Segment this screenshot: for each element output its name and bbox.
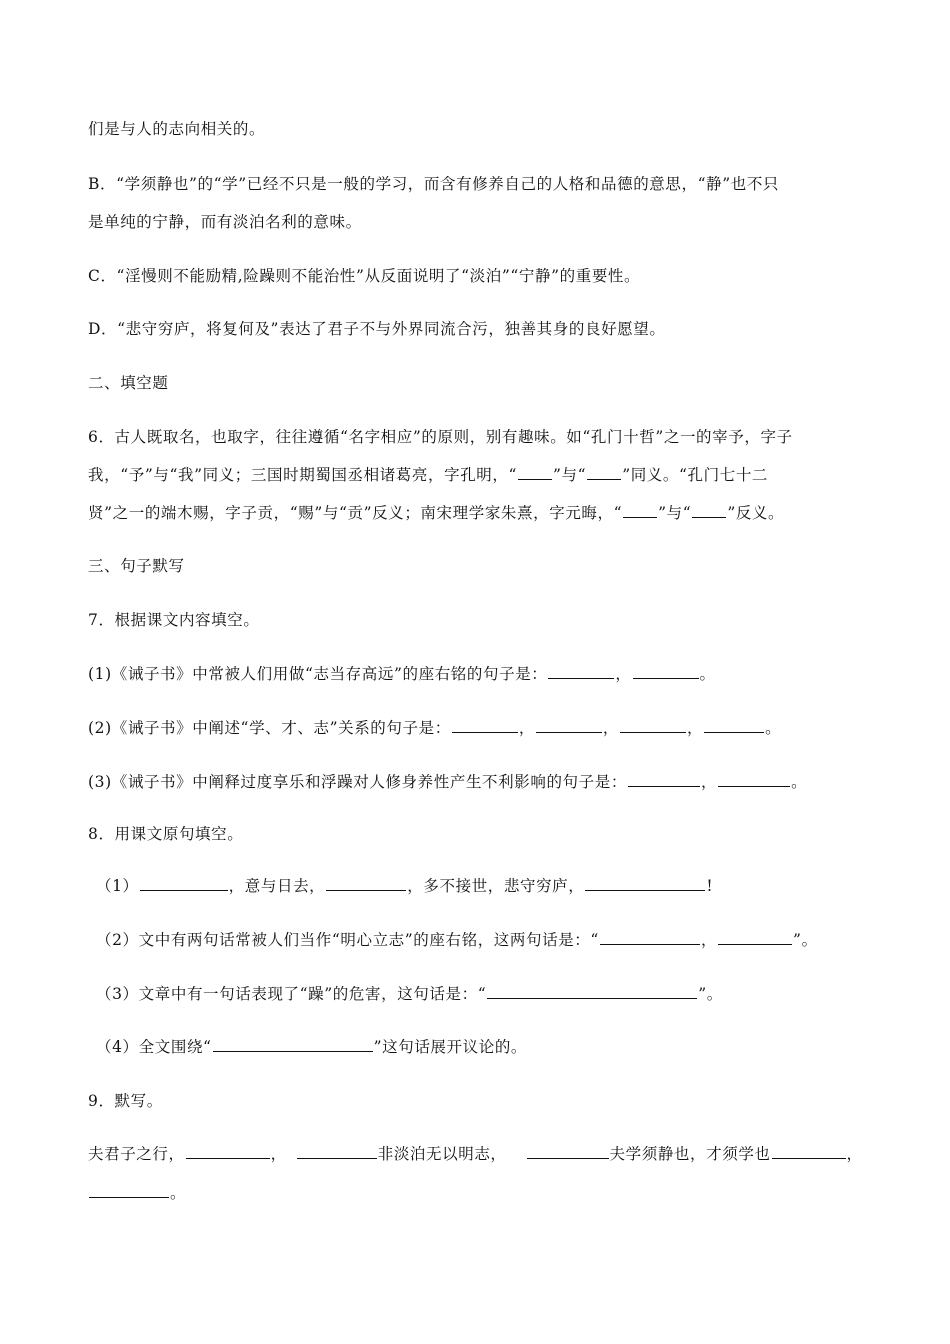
section-heading-recitation: 三、句子默写 [88,557,185,575]
question-8-stem: 8．用课文原句填空。 [88,825,244,843]
answer-blank[interactable] [548,664,614,679]
answer-blank[interactable] [452,718,518,733]
answer-blank[interactable] [297,1144,377,1159]
option-c: C．“淫慢则不能励精,险躁则不能治性”从反面说明了“淡泊”“宁静”的重要性。 [88,267,641,285]
answer-blank[interactable] [628,772,700,787]
answer-blank[interactable] [487,984,697,999]
question-8-part-3: （3）文章中有一句话表现了“躁”的危害，这句话是：“ ”。 [96,985,723,1003]
question-8-part-2: （2）文中有两句话常被人们当作“明心立志”的座右铭，这两句话是：“ ， ”。 [96,931,818,949]
question-6-line-2: 我，“予”与“我”同义；三国时期蜀国丞相诸葛亮，字孔明，“ ”与“ ”同义。“孔门七十二 [88,466,769,484]
question-7-part-3: (3)《诫子书》中阐释过度享乐和浮躁对人修身养性产生不利影响的句子是： ， 。 [88,773,808,791]
question-7-stem: 7．根据课文内容填空。 [88,611,260,629]
answer-blank[interactable] [718,772,790,787]
answer-blank[interactable] [585,876,705,891]
question-6-line-1: 6．古人既取名，也取字，往往遵循“名字相应”的原则，别有趣味。如“孔门十哲”之一的宰予，字子 [88,428,793,446]
question-7-part-2: (2)《诫子书》中阐述“学、才、志”关系的句子是： ， ， ， 。 [88,719,782,737]
answer-blank[interactable] [527,1144,609,1159]
answer-blank[interactable] [518,465,552,480]
answer-blank[interactable] [772,1144,846,1159]
answer-blank[interactable] [140,876,228,891]
answer-blank[interactable] [704,718,764,733]
question-9-line-2: 。 [88,1182,186,1204]
option-b-line-1: B．“学须静也”的“学”已经不只是一般的学习，而含有修养自己的人格和品德的意思，“静”也不只 [88,175,780,193]
answer-blank[interactable] [600,930,700,945]
question-6-line-3: 贤”之一的端木赐，字子贡，“赐”与“贡”反义；南宋理学家朱熹，字元晦，“ ”与“ ”反义。 [88,504,785,522]
question-8-part-4: （4）全文围绕“ ”这句话展开议论的。 [96,1038,528,1056]
answer-blank[interactable] [326,876,406,891]
answer-blank[interactable] [633,664,699,679]
answer-blank[interactable] [587,465,621,480]
question-9-line-1: 夫君子之行， ， 非淡泊无以明志， 夫学须静也，才须学也 ， [88,1145,863,1163]
answer-blank[interactable] [623,503,657,518]
option-d: D．“悲守穷庐，将复何及”表达了君子不与外界同流合污，独善其身的良好愿望。 [88,320,666,338]
answer-blank[interactable] [536,718,602,733]
question-7-part-1: (1)《诫子书》中常被人们用做“志当存高远”的座右铭的句子是： ， 。 [88,665,716,683]
answer-blank[interactable] [89,1183,169,1198]
answer-blank[interactable] [692,503,726,518]
answer-blank[interactable] [620,718,686,733]
answer-blank[interactable] [186,1144,270,1159]
answer-blank[interactable] [718,930,792,945]
question-9-stem: 9．默写。 [88,1092,163,1110]
option-a-continuation: 们是与人的志向相关的。 [88,120,266,138]
answer-blank[interactable] [213,1037,373,1052]
option-b-line-2: 是单纯的宁静，而有淡泊名利的意味。 [88,213,362,231]
question-8-part-1: （1） ，意与日去， ，多不接世，悲守穷庐， ! [96,877,714,895]
section-heading-fill-blank: 二、填空题 [88,374,169,392]
